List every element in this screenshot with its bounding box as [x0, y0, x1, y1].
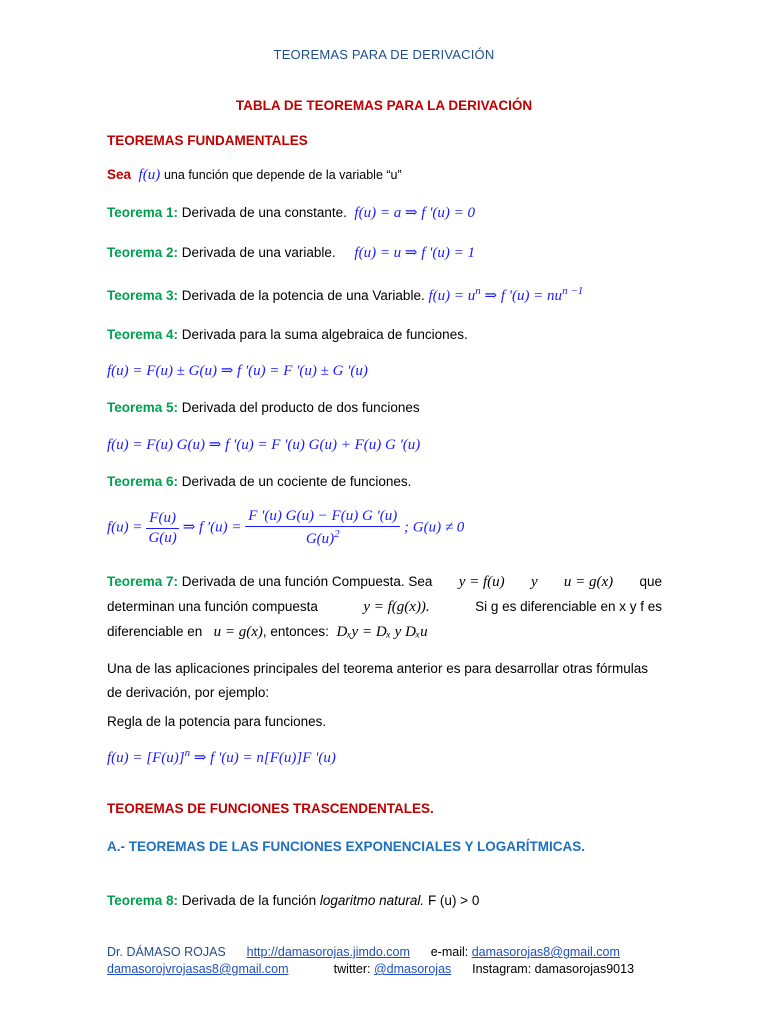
page-header-title: TEOREMAS PARA DE DERIVACIÓN [273, 47, 495, 62]
footer-twitter-label: twitter: [333, 962, 371, 976]
footer-twitter-link[interactable]: @dmasorojas [373, 962, 452, 976]
quotient-fraction-1: $\frac{F(u)}{G(u)}$ [146, 510, 179, 547]
footer-email-label: e-mail: [430, 945, 469, 959]
teorema-4-text: Derivada para la suma algebraica de funciones. [178, 327, 468, 342]
footer-email-link[interactable]: damasorojas8@gmail.com [471, 945, 620, 959]
teorema-7-label: Teorema 7: [107, 574, 179, 589]
regla-potencia-label: Regla de la potencia para funciones. [107, 714, 327, 729]
intro-text: una función que depende de la variable “u” [163, 168, 402, 182]
teorema-5-formula: f(u) = F(u) G(u) ⇒ f '(u) = F '(u) G(u) + F(u) G '(u) [107, 437, 421, 453]
table-title: TABLA DE TEOREMAS PARA LA DERIVACIÓN [235, 98, 533, 113]
teorema-3 [107, 285, 583, 305]
teorema-3-label: Teorema 3: [107, 288, 179, 303]
teorema-7-line-3: diferenciable en u = g(x), entonces: Dₓy = Dₓ y Dₓu [107, 624, 428, 640]
teorema-2-label: Teorema 2: [107, 245, 179, 260]
section-exp-log-heading: A.- TEOREMAS DE LAS FUNCIONES EXPONENCIALES Y LOGARÍTMICAS. [107, 839, 586, 854]
teorema-4-label: Teorema 4: [107, 327, 179, 342]
aplicaciones-line-1: Una de las aplicaciones principales del teorema anterior es para desarrollar otras fórmulas [107, 661, 649, 676]
teorema-1-text: Derivada de una constante. [178, 205, 347, 220]
intro-line [107, 167, 402, 184]
footer-line-1 [107, 945, 620, 959]
footer-email2-link[interactable]: damasorojvrojasas8@gmail.com [107, 962, 289, 976]
teorema-3-text: Derivada de la potencia de una Variable. [178, 288, 425, 303]
footer-line-2 [107, 962, 634, 976]
teorema-1 [107, 203, 475, 222]
teorema-6 [107, 474, 411, 489]
teorema-5-text: Derivada del producto de dos funciones [178, 400, 420, 415]
teorema-8: Teorema 8: Derivada de la función logaritmo natural. F (u) > 0 [107, 893, 480, 908]
teorema-4-formula: f(u) = F(u) ± G(u) ⇒ f '(u) = F '(u) ± G '(u) [107, 363, 368, 379]
section-trascendentales-heading: TEOREMAS DE FUNCIONES TRASCENDENTALES. [107, 801, 434, 816]
teorema-5 [107, 400, 420, 415]
footer-instagram: Instagram: damasorojas9013 [472, 962, 635, 976]
teorema-2 [107, 243, 475, 262]
teorema-2-formula: f(u) = u ⇒ f '(u) = 1 [354, 245, 475, 261]
teorema-2-text: Derivada de una variable. [178, 245, 336, 260]
teorema-6-formula: f(u) = $\frac{F(u)}{G(u)}$ ⇒ f '(u) = $\frac{F '(u) G(u) - F(u) G '(u)}{G(u)^2}$ ; G(u) ≠ 0 [107, 508, 465, 547]
teorema-4 [107, 327, 468, 342]
teorema-7-line-2: determinan una función compuesta y = f(g(x)). Si g es diferenciable en x y f es [107, 599, 662, 615]
teorema-6-label: Teorema 6: [107, 474, 179, 489]
intro-fu: f(u) [138, 167, 161, 183]
regla-potencia-formula: $f(u) = [F(u)]^n$ ⇒ f '(u) = n[F(u)]F '(u) [107, 747, 336, 766]
section-fundamental-heading: TEOREMAS FUNDAMENTALES [107, 133, 308, 148]
teorema-8-label: Teorema 8: [107, 893, 179, 908]
aplicaciones-line-2: de derivación, por ejemplo: [107, 685, 270, 700]
footer-author: Dr. DÁMASO ROJAS [107, 945, 226, 959]
teorema-3-formula: $f(u) = u^n$ ⇒ f '$(u) = nu^{n -1}$ [428, 285, 584, 304]
quotient-fraction-2: $\frac{F '(u) G(u) - F(u) G '(u)}{G(u)^2}$ [245, 508, 400, 548]
footer-website-link[interactable]: http://damasorojas.jimdo.com [246, 945, 410, 959]
teorema-1-formula: f(u) = a ⇒ f '(u) = 0 [354, 205, 476, 221]
teorema-6-text: Derivada de un cociente de funciones. [178, 474, 412, 489]
sea-label: Sea [107, 167, 132, 182]
teorema-1-label: Teorema 1: [107, 205, 179, 220]
teorema-5-label: Teorema 5: [107, 400, 179, 415]
teorema-7-line-1: Teorema 7: Derivada de una función Compuesta. Sea y = f(u) y u = g(x) que [107, 574, 662, 590]
